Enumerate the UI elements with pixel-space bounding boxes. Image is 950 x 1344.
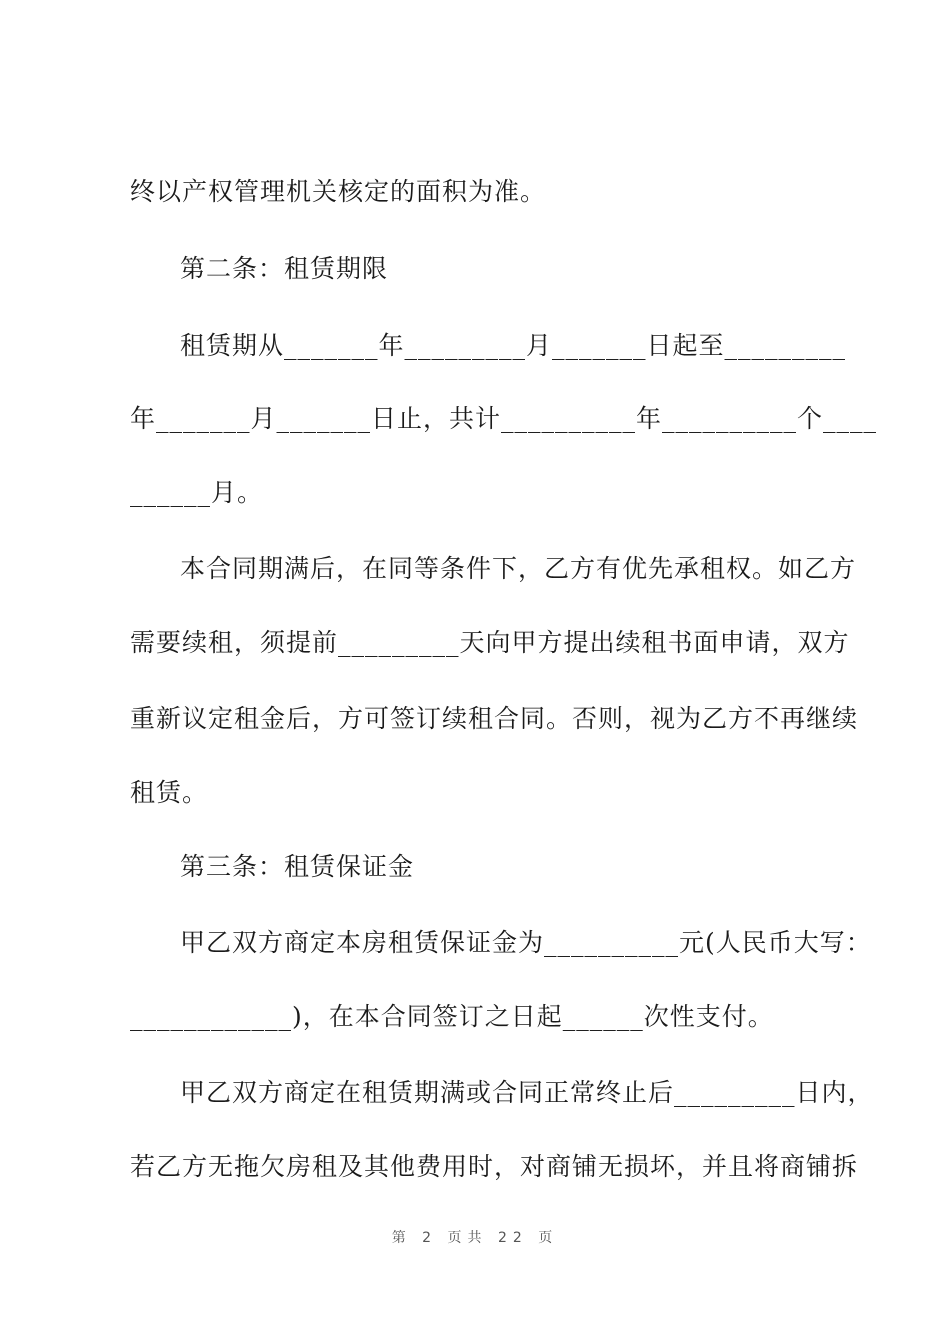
text-line: 甲乙双方商定在租赁期满或合同正常终止后_________日内， bbox=[180, 1078, 874, 1107]
text-line: 甲乙双方商定本房租赁保证金为__________元(人民币大写： bbox=[180, 928, 872, 957]
text-line: 租赁。 bbox=[130, 778, 209, 807]
text-line: 年_______月_______日止，共计__________年__________个____ bbox=[130, 404, 878, 433]
text-line: 终以产权管理机关核定的面积为准。 bbox=[130, 177, 547, 206]
text-line: 重新议定租金后，方可签订续租合同。否则，视为乙方不再继续 bbox=[130, 704, 859, 733]
text-line: 本合同期满后，在同等条件下，乙方有优先承租权。如乙方 bbox=[180, 554, 857, 583]
section-heading: 第三条：租赁保证金 bbox=[180, 852, 415, 881]
text-line: 需要续租，须提前_________天向甲方提出续租书面申请，双方 bbox=[130, 628, 850, 657]
text-line: 若乙方无拖欠房租及其他费用时，对商铺无损坏，并且将商铺拆 bbox=[130, 1152, 859, 1181]
text-line: ______月。 bbox=[130, 478, 264, 507]
page-footer: 第 2 页共 22 页 bbox=[391, 1230, 559, 1246]
text-line: 租赁期从_______年_________月_______日起至_________ bbox=[180, 331, 847, 360]
section-heading: 第二条：租赁期限 bbox=[180, 254, 389, 283]
text-line: ____________)，在本合同签订之日起______次性支付。 bbox=[130, 1002, 774, 1031]
